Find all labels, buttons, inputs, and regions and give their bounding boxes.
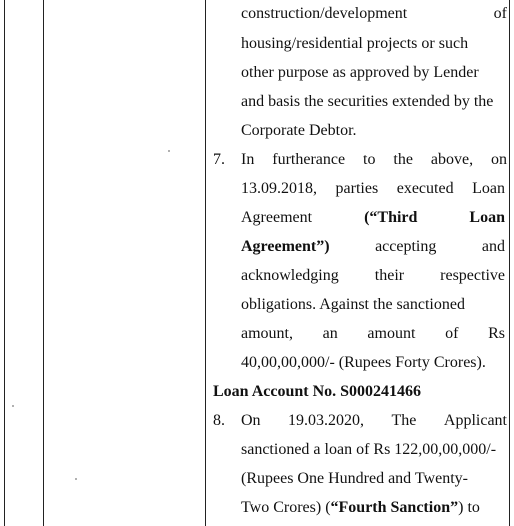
text-line <box>241 91 493 113</box>
item-number: 7. <box>213 151 225 168</box>
word: ) to <box>458 499 480 516</box>
word: and <box>481 238 505 255</box>
word: furtherance <box>272 151 346 168</box>
word: of <box>445 325 459 342</box>
word: the <box>393 151 413 168</box>
word: executed <box>396 180 454 197</box>
text-line <box>241 178 505 200</box>
word-bold: (“Third <box>364 209 418 226</box>
word: The <box>391 412 417 429</box>
word: Corporate Debtor. <box>241 122 357 139</box>
scan-speck <box>168 150 170 152</box>
word: Rs <box>488 325 505 342</box>
word: of <box>493 5 507 22</box>
word: Loan <box>472 180 505 197</box>
word: other purpose as approved by Lender <box>241 64 479 81</box>
text-line <box>241 468 468 490</box>
word: In <box>241 151 255 168</box>
word: 13.09.2018, <box>241 180 317 197</box>
text-line <box>241 497 480 519</box>
text-line <box>241 294 465 316</box>
word: obligations. Against the sanctioned <box>241 296 465 313</box>
text-line <box>241 265 505 287</box>
table-border-col2 <box>205 0 206 526</box>
word: amount, <box>241 325 293 342</box>
loan-account-heading: Loan Account No. S000241466 <box>213 383 422 400</box>
text-line <box>241 120 357 142</box>
word: amount <box>367 325 416 342</box>
item-number: 8. <box>213 412 225 429</box>
word: Applicant <box>443 412 507 429</box>
word: sanctioned a loan of Rs 122,00,00,000/- <box>241 441 497 458</box>
word: above, <box>430 151 474 168</box>
word: to <box>363 151 376 168</box>
word: Agreement <box>241 209 313 226</box>
text-line <box>241 352 486 374</box>
word: and basis the securities extended by the <box>241 93 494 110</box>
word: acknowledging <box>241 267 339 284</box>
word: construction/development <box>241 5 408 22</box>
word: housing/residential projects or such <box>241 35 469 52</box>
text-line <box>241 149 507 171</box>
word: (Rupees One Hundred and Twenty- <box>241 470 468 487</box>
word-bold: “Fourth Sanction” <box>330 499 459 516</box>
word: their <box>374 267 405 284</box>
table-border-right <box>509 0 510 526</box>
text-line <box>241 236 505 258</box>
text-line <box>241 439 496 461</box>
text-line <box>241 323 505 345</box>
word: 40,00,00,000/- (Rupees Forty Crores). <box>241 354 486 371</box>
text-line <box>241 3 507 25</box>
text-line <box>241 33 468 55</box>
text-line <box>241 410 507 432</box>
table-border-col1 <box>43 0 44 526</box>
text-line <box>241 207 505 229</box>
word-bold: Agreement”) <box>241 238 330 255</box>
word: an <box>322 325 338 342</box>
scan-speck <box>12 405 14 407</box>
table-border-left <box>4 0 5 526</box>
word: Two Crores) ( <box>241 499 331 516</box>
text-line <box>241 62 479 84</box>
word: respective <box>440 267 505 284</box>
word: on <box>490 151 507 168</box>
word: parties <box>335 180 379 197</box>
scan-speck <box>75 478 77 480</box>
word: accepting <box>375 238 437 255</box>
word: On <box>241 412 261 429</box>
word-bold: Loan <box>469 209 505 226</box>
word: 19.03.2020, <box>288 412 365 429</box>
